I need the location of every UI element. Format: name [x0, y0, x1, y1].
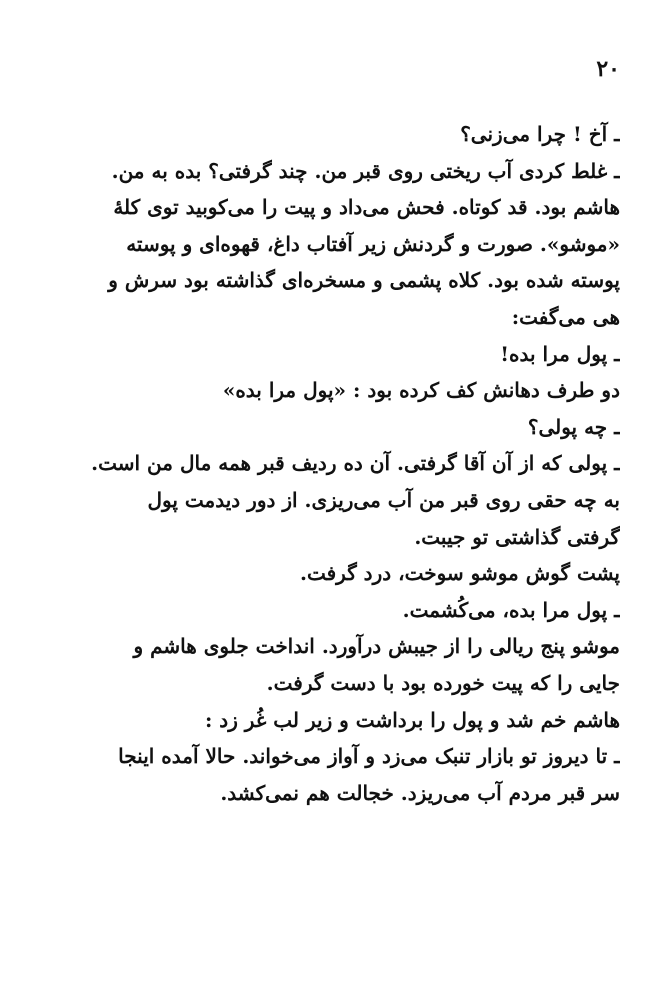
- text-line: ـ پول مرا بده!: [500, 341, 620, 366]
- text-line: هی می‌گفت:: [511, 304, 620, 329]
- text-line: جایی را که پیت خورده بود با دست گرفت.: [266, 670, 620, 695]
- text-line: پوسته شده بود. کلاه پشمی و مسخره‌ای گذاشته بود سرش و: [108, 268, 620, 293]
- text-line: ـ غلط کردی آب ریختی روی قبر من. چند گرفتی؟ بده به من.: [111, 158, 620, 183]
- text-line: ـ پول مرا بده، می‌کُشمت.: [402, 597, 620, 622]
- text-line: ـ پولی که از آن آقا گرفتی. آن ده ردیف قبر همه مال من است.: [91, 451, 620, 476]
- page-number: ۲۰: [596, 56, 620, 82]
- story-text: [90, 116, 620, 811]
- text-line: گرفتی گذاشتی تو جیبت.: [414, 524, 620, 549]
- text-line: ـ چه پولی؟: [527, 414, 620, 439]
- text-line: «موشو». صورت و گردنش زیر آفتاب داغ، قهوه‌ای و پوسته: [126, 231, 620, 256]
- text-line: به چه حقی روی قبر من آب می‌ریزی. از دور دیدمت پول: [147, 487, 620, 512]
- text-line: موشو پنج ریالی را از جیبش درآورد. انداخت جلوی هاشم و: [133, 634, 620, 659]
- text-line: سر قبر مردم آب می‌ریزد. خجالت هم نمی‌کشد.: [220, 780, 620, 805]
- text-line: هاشم خم شد و پول را برداشت و زیر لب غُر زد :: [204, 707, 620, 732]
- text-line: پشت گوش موشو سوخت، درد گرفت.: [300, 561, 620, 586]
- text-line: ـ تا دیروز تو بازار تنبک می‌زد و آواز می‌خواند. حالا آمده اینجا: [118, 744, 620, 769]
- text-line: دو طرف دهانش کف کرده بود : «پول مرا بده»: [222, 378, 620, 403]
- text-line: ـ آخ ! چرا می‌زنی؟: [460, 122, 620, 146]
- text-line: هاشم بود. قد کوتاه. فحش می‌داد و پیت را می‌کوبید توی کلهٔ: [113, 195, 620, 220]
